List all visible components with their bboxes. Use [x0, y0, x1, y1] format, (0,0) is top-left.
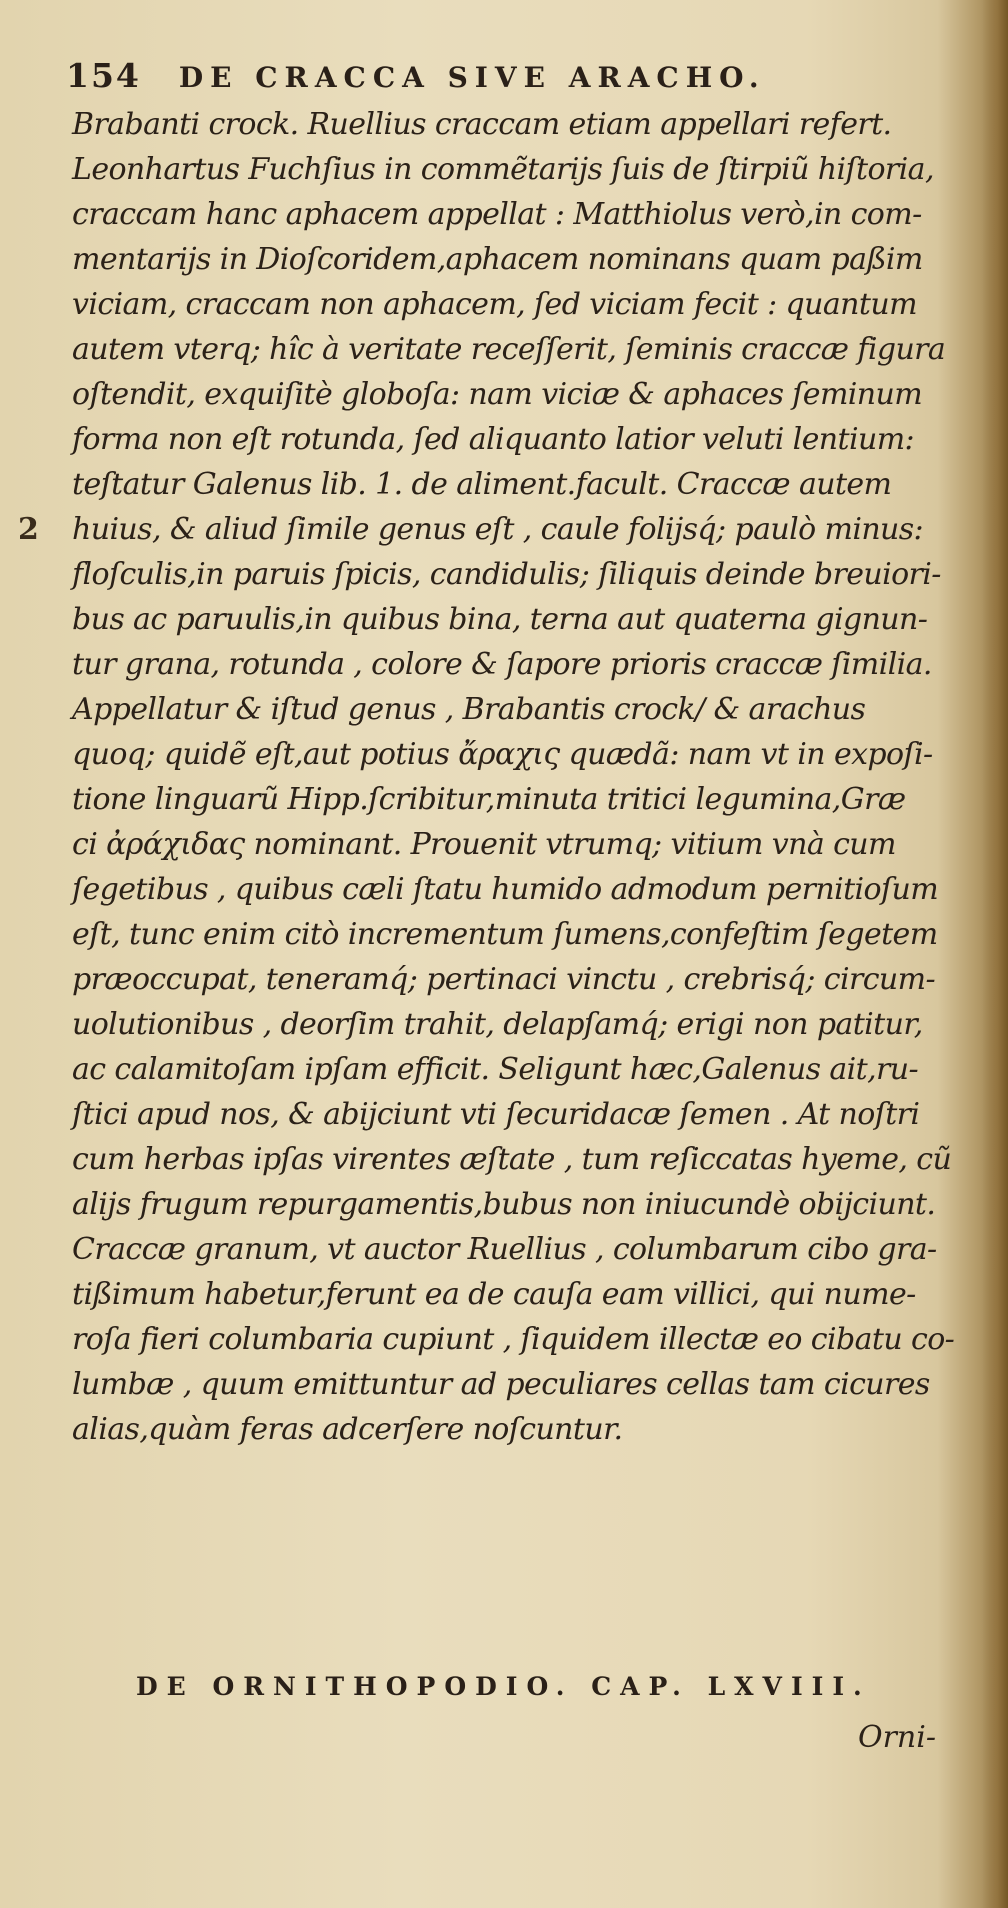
- text-line: oſtendit, exquiſitè globoſa: nam viciæ & aphaces ſeminum: [72, 377, 923, 412]
- text-line: ſtici apud nos, & abijciunt vti ſecuridacæ ſemen . At noſtri: [72, 1097, 920, 1132]
- text-line: cum herbas ipſas virentes æſtate , tum reſiccatas hyeme, cũ: [72, 1142, 952, 1177]
- text-line: tione linguarũ Hipp.ſcribitur,minuta tritici legumina,Græ: [72, 782, 906, 817]
- text-line: quoq; quidẽ eſt,aut potius ἄραχις quædã: nam vt in expoſi-: [72, 737, 933, 772]
- text-line: tur grana, rotunda , colore & ſapore prioris craccæ ſimilia.: [72, 647, 932, 682]
- text-line: viciam, craccam non aphacem, ſed viciam fecit : quantum: [72, 287, 917, 322]
- text-line: præoccupat, teneramq́; pertinaci vinctu , crebrisq́; circum-: [72, 962, 936, 997]
- text-line: eſt, tunc enim citò incrementum ſumens,confeſtim ſegetem: [72, 917, 938, 952]
- text-line: alijs frugum repurgamentis,bubus non iniucundè obijciunt.: [72, 1187, 936, 1222]
- text-line: Brabanti crock. Ruellius craccam etiam appellari refert.: [72, 107, 892, 142]
- text-line: roſa fieri columbaria cupiunt , ſiquidem illectæ eo cibatu co-: [72, 1322, 955, 1357]
- text-line: Leonhartus Fuchſius in commẽtarijs ſuis de ſtirpiũ hiſtoria,: [72, 152, 934, 187]
- text-line: craccam hanc aphacem appellat : Matthiolus verò,in com-: [72, 197, 922, 232]
- text-line: lumbæ , quum emittuntur ad peculiares cellas tam cicures: [72, 1367, 930, 1402]
- text-line: mentarijs in Dioſcoridem,aphacem nominans quam paßim: [72, 242, 923, 277]
- catchword: Orni-: [858, 1720, 936, 1755]
- page-gutter-shadow: [982, 0, 1008, 1908]
- text-line: alias,quàm feras adcerſere noſcuntur.: [72, 1412, 623, 1447]
- running-title: DE CRACCA SIVE ARACHO.: [178, 61, 766, 94]
- text-line: forma non eſt rotunda, ſed aliquanto latior veluti lentium:: [72, 422, 915, 457]
- text-line: ac calamitoſam ipſam efficit. Seligunt hæc,Galenus ait,ru-: [72, 1052, 919, 1087]
- running-header: [66, 56, 906, 102]
- text-line: Appellatur & iſtud genus , Brabantis crock/ & arachus: [72, 692, 866, 727]
- text-line: Craccæ granum, vt auctor Ruellius , columbarum cibo gra-: [72, 1232, 937, 1267]
- text-line: ſegetibus , quibus cæli ſtatu humido admodum pernitioſum: [72, 872, 939, 907]
- text-line: tißimum habetur,ferunt ea de cauſa eam villici, qui nume-: [72, 1277, 916, 1312]
- text-line: autem vterq; hîc à veritate receſſerit, ſeminis craccæ figura: [72, 332, 946, 367]
- body-text: [72, 102, 972, 1452]
- next-chapter-heading: DE ORNITHOPODIO. CAP. LXVIII.: [136, 1672, 871, 1701]
- text-line: uolutionibus , deorſim trahit, delapſamq́; erigi non patitur,: [72, 1007, 923, 1042]
- text-line: bus ac paruulis,in quibus bina, terna aut quaterna gignun-: [72, 602, 928, 637]
- text-line: floſculis,in paruis ſpicis, candidulis; ſiliquis deinde breuiori-: [72, 557, 941, 592]
- text-line: teſtatur Galenus lib. 1. de aliment.facult. Craccæ autem: [72, 467, 892, 502]
- margin-note: 2: [18, 512, 39, 547]
- text-line: huius, & aliud ſimile genus eſt , caule folijsq́; paulò minus:: [72, 512, 924, 547]
- page-number: 154: [66, 56, 141, 95]
- text-line: ci ἀράχιδας nominant. Prouenit vtrumq; vitium vnà cum: [72, 827, 896, 862]
